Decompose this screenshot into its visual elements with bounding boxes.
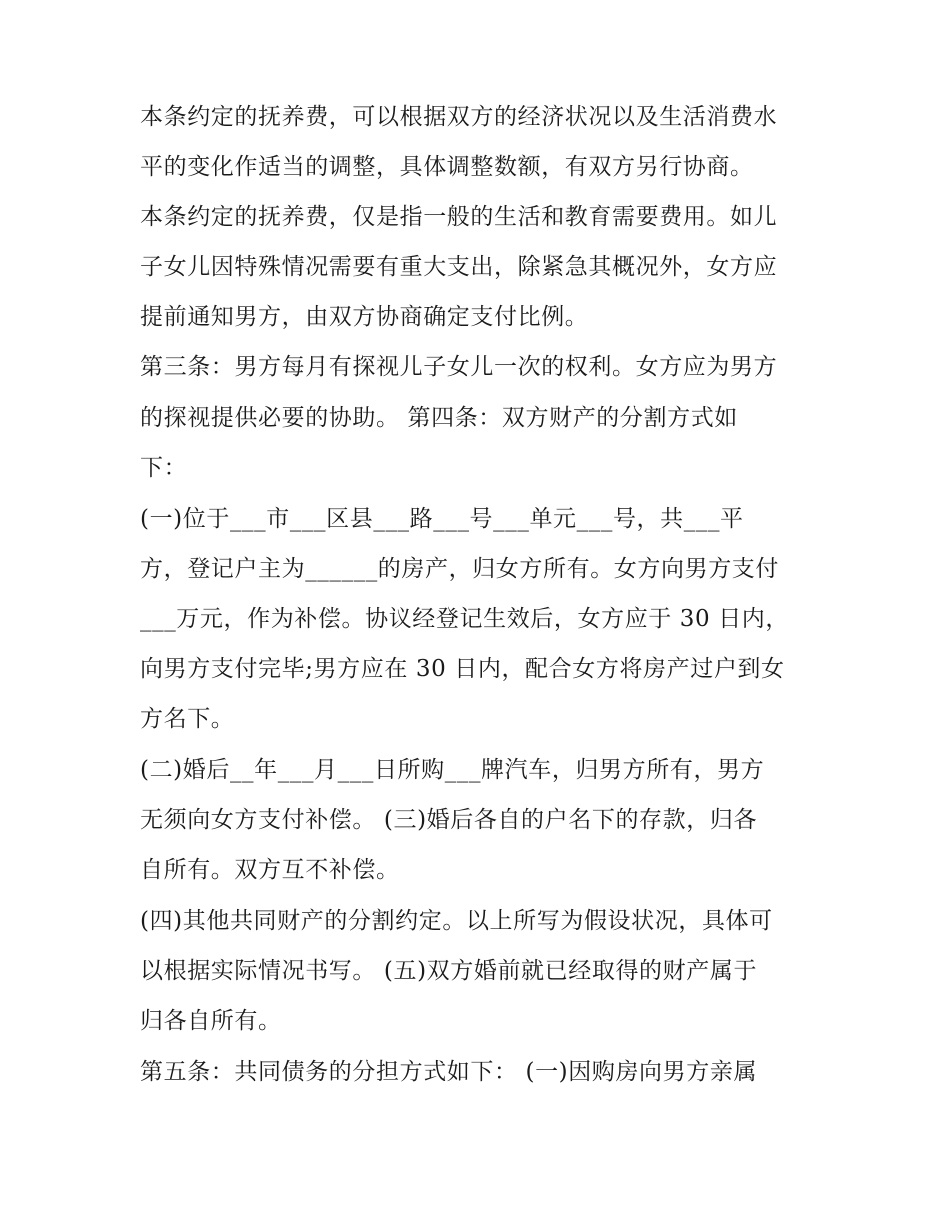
text-line: 归各自所有。	[140, 1008, 282, 1034]
text-line: 向男方支付完毕;男方应在 30 日内，配合女方将房产过户到女	[140, 656, 785, 682]
text-line: 本条约定的抚养费，仅是指一般的生活和教育需要费用。如儿	[140, 204, 778, 230]
text-line: 子女儿因特殊情况需要有重大支出，除紧急其概况外，女方应	[140, 254, 778, 280]
text-line: 无须向女方支付补偿。 (三)婚后各自的户名下的存款，归各	[140, 807, 758, 833]
text-line: 平的变化作适当的调整，具体调整数额，有双方另行协商。	[140, 154, 754, 180]
text-line: (一)位于___市___区县___路___号___单元___号，共___平	[140, 506, 744, 532]
text-line: (二)婚后__年___月___日所购___牌汽车，归男方所有，男方	[140, 757, 765, 783]
text-line: (四)其他共同财产的分割约定。以上所写为假设状况，具体可	[140, 908, 773, 934]
text-line: 下：	[140, 455, 188, 481]
document-body	[140, 102, 820, 1087]
text-line: 的探视提供必要的协助。 第四条：双方财产的分割方式如	[140, 405, 738, 431]
text-line: 提前通知男方，由双方协商确定支付比例。	[140, 304, 589, 330]
text-line: 方名下。	[140, 706, 235, 732]
text-line: 第三条：男方每月有探视儿子女儿一次的权利。女方应为男方	[140, 354, 778, 380]
text-line: 以根据实际情况书写。 (五)双方婚前就已经取得的财产属于	[140, 958, 758, 984]
text-line: 本条约定的抚养费，可以根据双方的经济状况以及生活消费水	[140, 104, 778, 130]
text-line: 自所有。双方互不补偿。	[140, 857, 400, 883]
text-line: ___万元，作为补偿。协议经登记生效后，女方应于 30 日内，	[140, 606, 789, 632]
text-line: 第五条：共同债务的分担方式如下： (一)因购房向男方亲属	[140, 1059, 758, 1085]
text-line: 方，登记户主为______的房产，归女方所有。女方向男方支付	[140, 556, 779, 582]
